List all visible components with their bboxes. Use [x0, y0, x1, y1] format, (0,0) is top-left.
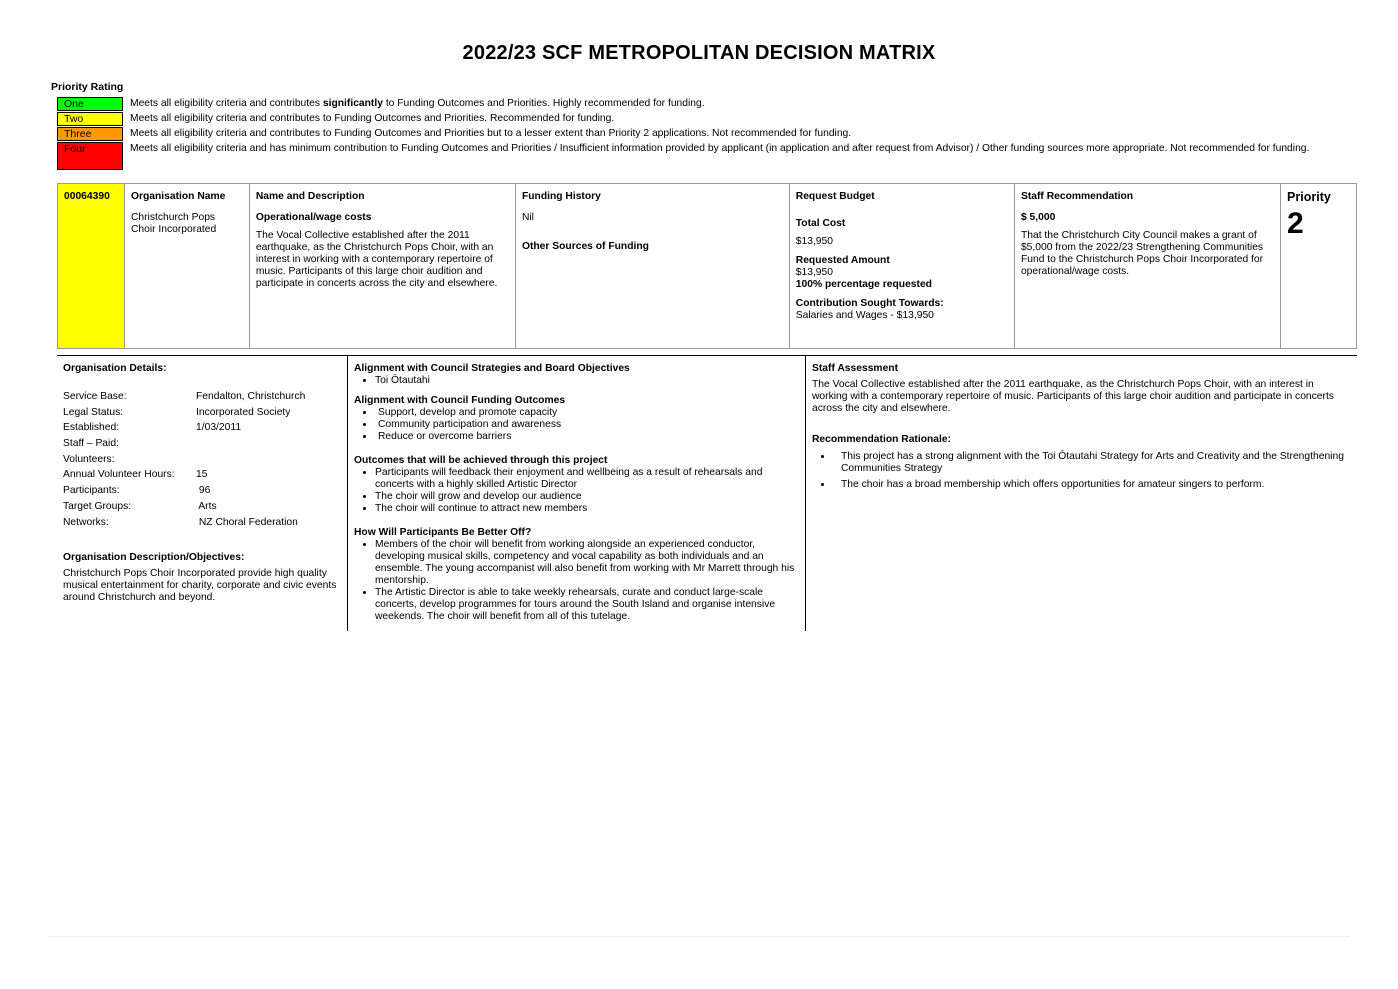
detail-label: Staff – Paid: — [63, 438, 119, 450]
detail-value: 1/03/2011 — [196, 422, 242, 434]
detail-label: Networks: — [63, 516, 109, 528]
percentage-requested: 100% percentage requested — [795, 279, 932, 290]
list-item: • The choir will continue to attract new members — [375, 503, 799, 515]
strategies-heading: Alignment with Council Strategies and Board Objectives — [354, 363, 630, 374]
rationale-list — [812, 451, 1351, 491]
staff-recommendation-cell — [1014, 184, 1280, 349]
list-item: • The choir has a broad membership which offers opportunities for amateur singers to perform. — [833, 479, 1351, 491]
staff-recommendation-text: That the Christchurch City Council makes a grant of $5,000 from the 2022/23 Strengthening Communities Fund to the Christchurch Pops Choir Incorporated for operational/wage costs. — [1020, 230, 1264, 277]
detail-value — [196, 438, 341, 450]
funding-history-value: Nil — [521, 212, 534, 223]
list-item: • The Artistic Director is able to take weekly rehearsals, curate and conduct large-scale concerts, develop programmes for tours around the South Island and organise intensive weekends. The choir will benefit from all of this tutelage. — [375, 587, 799, 623]
better-off-heading: How Will Participants Be Better Off? — [354, 527, 532, 538]
detail-value: 15 — [196, 469, 208, 481]
priority-value: 2 — [1287, 207, 1304, 240]
funding-outcomes-list — [354, 407, 799, 443]
table-row — [58, 184, 1357, 349]
total-cost-label: Total Cost — [795, 218, 846, 229]
organisation-description-heading: Organisation Description/Objectives: — [63, 551, 245, 563]
decision-matrix-table — [57, 183, 1357, 349]
better-off-list — [354, 539, 799, 623]
alignment-column — [348, 355, 806, 631]
staff-recommendation-amount: $ 5,000 — [1020, 212, 1056, 223]
staff-assessment-heading: Staff Assessment — [812, 363, 899, 374]
organisation-name-cell — [124, 184, 249, 349]
organisation-name: Christchurch Pops Choir Incorporated — [130, 212, 217, 235]
detail-label: Participants: — [63, 485, 120, 497]
list-item: • Community participation and awareness — [375, 419, 799, 431]
application-id-cell — [58, 184, 125, 349]
list-item: • Members of the choir will benefit from working alongside an experienced conductor, developing musical skills, competency and vocal capability as both individuals and an ensemble. The young accompanist will also benefit from working with Mr Marrett through his mentorship. — [375, 539, 799, 587]
detail-value: Incorporated Society — [196, 406, 291, 418]
other-sources-heading: Other Sources of Funding — [521, 241, 649, 252]
contribution-value: Salaries and Wages - $13,950 — [795, 310, 934, 321]
priority-rating-heading: Priority Rating — [51, 81, 124, 93]
detail-label: Volunteers: — [63, 453, 115, 465]
priority-heading: Priority — [1287, 190, 1331, 204]
project-description: The Vocal Collective established after the 2011 earthquake, as the Christchurch Pops Choir, with an interest in working with a contemporary repertoire of music. Participants of this large choir audition and participate in concerts across the city and elsewhere. — [255, 230, 498, 289]
detail-label: Annual Volunteer Hours: — [63, 469, 175, 481]
list-item: • Support, develop and promote capacity — [375, 407, 799, 419]
priority-desc-one: Meets all eligibility criteria and contributes significantly to Funding Outcomes and Priorities. Highly recommended for funding. — [130, 98, 705, 109]
priority-chip-two: Two — [57, 112, 123, 126]
name-description-heading: Name and Description — [255, 191, 365, 202]
page-bottom-rule — [48, 936, 1350, 937]
list-item: • The choir will grow and develop our audience — [375, 491, 799, 503]
list-item: • Reduce or overcome barriers — [375, 431, 799, 443]
detail-value: 96 — [196, 485, 211, 497]
staff-recommendation-heading: Staff Recommendation — [1020, 191, 1134, 202]
list-item: • Participants will feedback their enjoyment and wellbeing as a result of rehearsals and concerts with a highly skilled Artistic Director — [375, 467, 799, 491]
total-cost-value: $13,950 — [795, 236, 833, 247]
contribution-label: Contribution Sought Towards: — [795, 298, 944, 309]
funding-outcomes-heading: Alignment with Council Funding Outcomes — [354, 395, 566, 406]
list-item: • This project has a strong alignment with the Toi Ōtautahi Strategy for Arts and Creativity and the Strengthening Communities Strategy — [833, 451, 1351, 475]
priority-desc-three: Meets all eligibility criteria and contributes to Funding Outcomes and Priorities but to a lesser extent than Priority 2 applications. Not recommended for funding. — [130, 128, 852, 139]
staff-assessment-text: The Vocal Collective established after the 2011 earthquake, as the Christchurch Pops Choir, with an interest in working with a contemporary repertoire of music. Participants of this large choir audition and participate in concerts across the city and elsewhere. — [812, 379, 1334, 414]
organisation-description: Christchurch Pops Choir Incorporated provide high quality musical entertainment for charity, corporate and civic events around Christchurch and beyond. — [63, 567, 337, 603]
recommendation-rationale-heading: Recommendation Rationale: — [812, 434, 952, 445]
priority-chip-four: Four — [57, 142, 123, 170]
funding-history-heading: Funding History — [521, 191, 601, 202]
requested-amount-label: Requested Amount — [795, 255, 890, 266]
project-outcomes-heading: Outcomes that will be achieved through this project — [354, 455, 608, 466]
funding-history-cell — [515, 184, 789, 349]
detail-label: Established: — [63, 422, 120, 434]
organisation-name-heading: Organisation Name — [130, 191, 226, 202]
priority-chip-three: Three — [57, 127, 123, 141]
list-item: • Toi Ōtautahi — [375, 375, 799, 387]
organisation-details-column — [57, 355, 348, 631]
requested-amount-value: $13,950 — [795, 267, 833, 278]
detail-value: Fendalton, Christchurch — [196, 391, 306, 402]
project-name: Operational/wage costs — [255, 212, 372, 223]
staff-assessment-column — [806, 355, 1357, 495]
detail-value: Arts — [196, 500, 217, 512]
page-title: 2022/23 SCF METROPOLITAN DECISION MATRIX — [462, 42, 936, 64]
request-budget-heading: Request Budget — [795, 191, 875, 202]
priority-desc-two: Meets all eligibility criteria and contributes to Funding Outcomes and Priorities. Recommended for funding. — [130, 113, 615, 124]
priority-desc-four: Meets all eligibility criteria and has minimum contribution to Funding Outcomes and Priorities / Insufficient information provided by applicant (in application and after request from Advisor) / Other funding sources more appropriate. Not recommended for funding. — [130, 143, 1310, 154]
request-budget-cell — [789, 184, 1014, 349]
strategies-list — [354, 375, 799, 387]
priority-chip-one: One — [57, 97, 123, 111]
application-id: 00064390 — [64, 191, 110, 202]
organisation-details-heading: Organisation Details: — [63, 363, 167, 374]
detail-label: Legal Status: — [63, 406, 124, 418]
name-description-cell — [249, 184, 515, 349]
organisation-details-list — [63, 391, 341, 529]
detail-label: Target Groups: — [63, 500, 132, 512]
detail-label: Service Base: — [63, 391, 127, 402]
detail-value — [196, 454, 341, 466]
priority-cell — [1281, 184, 1357, 349]
detail-value: NZ Choral Federation — [196, 516, 298, 528]
project-outcomes-list — [354, 467, 799, 515]
